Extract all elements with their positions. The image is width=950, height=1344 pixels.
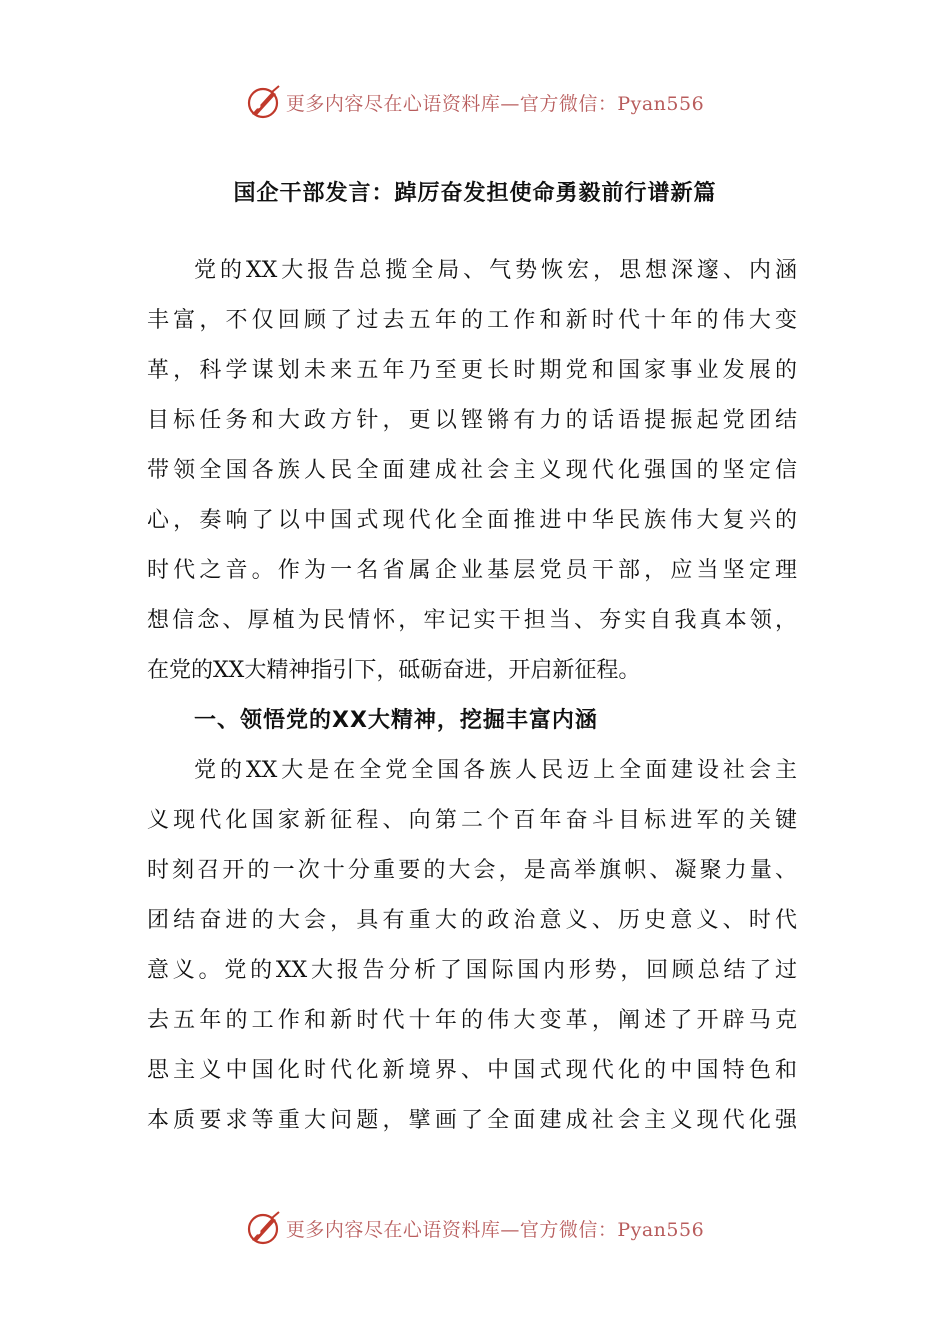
body-line: 丰富，不仅回顾了过去五年的工作和新时代十年的伟大变 bbox=[147, 308, 797, 333]
body-line: 在党的XX大精神指引下，砥砺奋进，开启新征程。 bbox=[147, 658, 641, 683]
header-banner bbox=[0, 82, 950, 122]
body-line: 思主义中国化时代化新境界、中国式现代化的中国特色和 bbox=[147, 1058, 797, 1083]
body-line: 党的XX大是在全党全国各族人民迈上全面建设社会主 bbox=[194, 758, 797, 783]
pen-circle-logo-icon bbox=[246, 84, 282, 120]
footer-banner bbox=[0, 1208, 950, 1248]
document-title: 国企干部发言：踔厉奋发担使命勇毅前行谱新篇 bbox=[233, 181, 717, 206]
body-line: 意义。党的XX大报告分析了国际国内形势，回顾总结了过 bbox=[147, 958, 797, 983]
body-line: 革，科学谋划未来五年乃至更长时期党和国家事业发展的 bbox=[147, 358, 797, 383]
body-line: 想信念、厚植为民情怀，牢记实干担当、夯实自我真本领， bbox=[147, 608, 797, 633]
body-line: 党的XX大报告总揽全局、气势恢宏，思想深邃、内涵 bbox=[194, 258, 797, 283]
section-heading: 一、领悟党的XX大精神，挖掘丰富内涵 bbox=[194, 708, 598, 733]
body-line: 义现代化国家新征程、向第二个百年奋斗目标进军的关键 bbox=[147, 808, 797, 833]
footer-banner-text: 更多内容尽在心语资料库—官方微信：Pyan556 bbox=[285, 1218, 705, 1241]
body-line: 去五年的工作和新时代十年的伟大变革，阐述了开辟马克 bbox=[147, 1008, 797, 1033]
header-banner-text: 更多内容尽在心语资料库—官方微信：Pyan556 bbox=[285, 92, 705, 115]
body-line: 目标任务和大政方针，更以铿锵有力的话语提振起党团结 bbox=[147, 408, 797, 433]
body-line: 心，奏响了以中国式现代化全面推进中华民族伟大复兴的 bbox=[147, 508, 797, 533]
body-line: 本质要求等重大问题，擘画了全面建成社会主义现代化强 bbox=[147, 1108, 797, 1133]
pen-circle-logo-icon bbox=[246, 1210, 282, 1246]
body-line: 团结奋进的大会，具有重大的政治意义、历史意义、时代 bbox=[147, 908, 797, 933]
body-line: 时代之音。作为一名省属企业基层党员干部，应当坚定理 bbox=[147, 558, 797, 583]
body-line: 带领全国各族人民全面建成社会主义现代化强国的坚定信 bbox=[147, 458, 797, 483]
document-body bbox=[147, 246, 797, 1146]
body-line: 时刻召开的一次十分重要的大会，是高举旗帜、凝聚力量、 bbox=[147, 858, 797, 883]
